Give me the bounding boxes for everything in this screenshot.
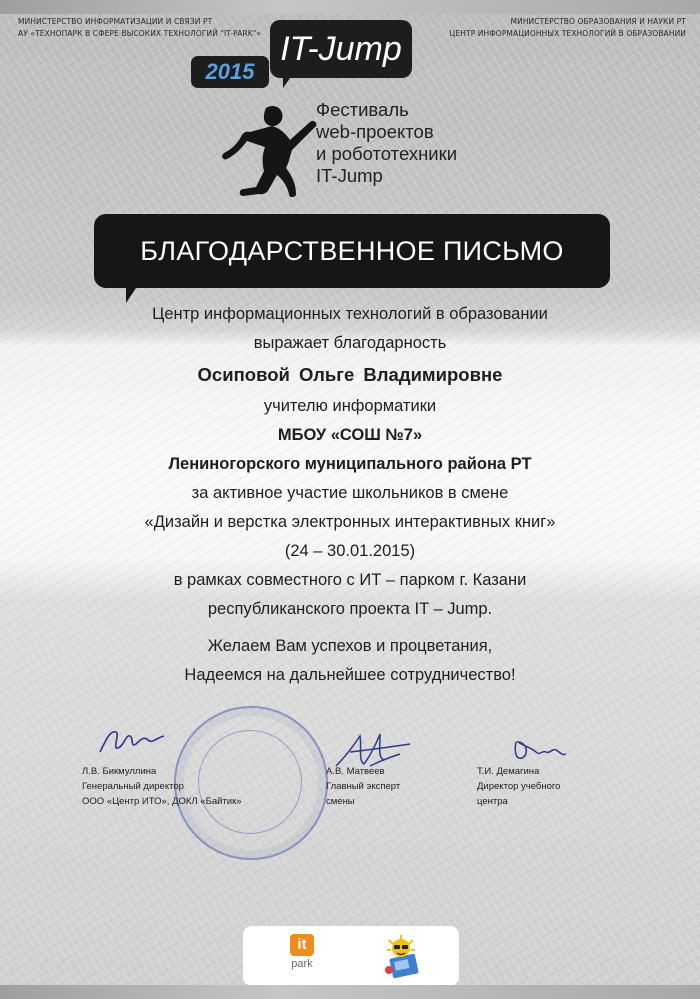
certificate-title: БЛАГОДАРСТВЕННОЕ ПИСЬМО [94, 214, 610, 288]
top-band [0, 0, 700, 14]
gratitude-line: выражает благодарность [253, 334, 447, 352]
organization-line: Центр информационных технологий в образовании [152, 305, 548, 323]
center-mascot-logo-icon [381, 934, 423, 978]
header-right-line: МИНИСТЕРСТВО ОБРАЗОВАНИЯ И НАУКИ РТ [510, 17, 686, 26]
signer-3 [477, 764, 560, 809]
signer-role: смены [326, 796, 355, 807]
signer-name: Л.В. Бикмуллина [82, 766, 157, 777]
signer-role: Генеральный директор [82, 781, 184, 792]
festival-line: web-проектов [316, 121, 434, 142]
school-name: МБОУ «СОШ №7» [277, 426, 423, 444]
jumping-person-icon [214, 88, 324, 218]
festival-title [316, 99, 457, 187]
reason-line: за активное участие школьников в смене [191, 484, 509, 502]
district-name: Лениногорского муниципального района РТ [168, 455, 532, 473]
signer-role: Главный эксперт [326, 781, 401, 792]
wish-line: Надеемся на дальнейшее сотрудничество! [184, 666, 516, 684]
signer-1 [82, 764, 242, 809]
festival-line: IT-Jump [316, 165, 383, 186]
signer-role: ООО «Центр ИТО», ДОКЛ «Байтик» [82, 796, 242, 807]
framework-line: республиканского проекта IT – Jump. [207, 600, 493, 618]
signer-name: А.В. Матвеев [326, 766, 385, 777]
festival-line: и робототехники [316, 143, 458, 164]
header-left-line: МИНИСТЕРСТВО ИНФОРМАТИЗАЦИИ И СВЯЗИ РТ [18, 17, 213, 26]
wish-line: Желаем Вам успехов и процветания, [207, 637, 493, 655]
brand-bubble-tail [283, 74, 293, 88]
header-right [450, 16, 686, 40]
itpark-logo [287, 934, 317, 970]
brand-logo-bubble: IT-Jump [270, 20, 412, 78]
itpark-mark: it [290, 934, 314, 956]
signer-name: Т.И. Демагина [477, 766, 540, 777]
festival-line: Фестиваль [316, 99, 409, 120]
signer-role: центра [477, 796, 508, 807]
itpark-text: park [291, 958, 313, 970]
recipient-name: Осиповой Ольге Владимировне [197, 364, 503, 385]
signature-bikmullina [96, 722, 168, 760]
certificate-body [40, 300, 660, 690]
header-left [18, 16, 261, 40]
recipient-position: учителю информатики [263, 397, 437, 415]
course-dates: (24 – 30.01.2015) [284, 542, 416, 560]
footer-logo-panel [243, 926, 459, 986]
year-badge: 2015 [191, 56, 269, 88]
signer-role: Директор учебного [477, 781, 561, 792]
header-right-line: ЦЕНТР ИНФОРМАЦИОННЫХ ТЕХНОЛОГИЙ В ОБРАЗОВАНИИ [449, 29, 686, 38]
header-left-line: АУ «ТЕХНОПАРК В СФЕРЕ ВЫСОКИХ ТЕХНОЛОГИЙ "IT-PARK"» [18, 29, 262, 38]
course-name: «Дизайн и верстка электронных интерактивных книг» [144, 513, 556, 531]
spacer [40, 624, 660, 632]
framework-line: в рамках совместного с ИТ – парком г. Казани [173, 571, 527, 589]
bottom-band [0, 985, 700, 999]
signer-2 [326, 764, 400, 809]
signature-demagina [508, 736, 568, 766]
